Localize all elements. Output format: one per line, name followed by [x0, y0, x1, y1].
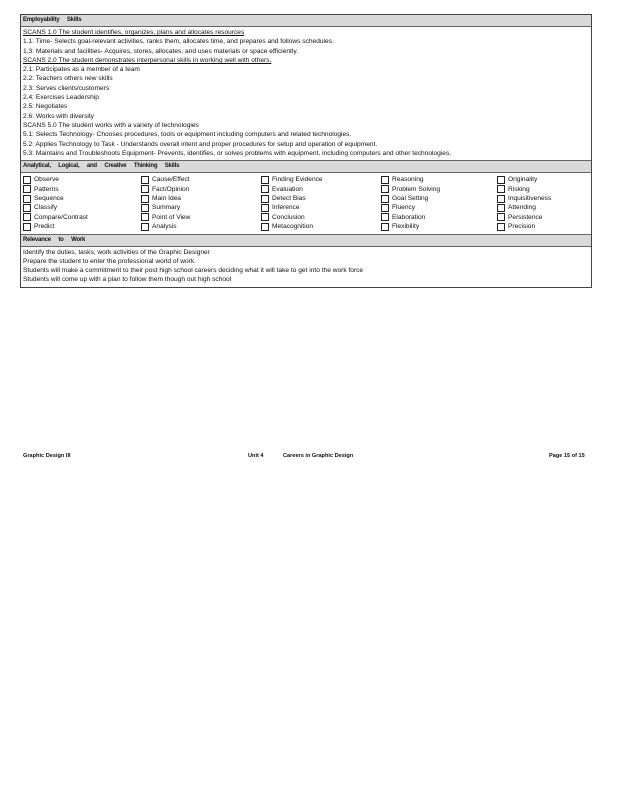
relevance-line: Identify the duties, tasks, work activities of the Graphic Designer — [23, 248, 210, 256]
thinking-skills-header: Analytical, Logical, and Creative Thinking Skills — [21, 160, 591, 173]
thinking-skill-label: Observe — [34, 176, 59, 184]
thinking-skill-label: Detect Bias — [272, 194, 306, 202]
checkbox[interactable] — [261, 195, 269, 203]
thinking-skill-item — [261, 194, 381, 203]
thinking-skill-item — [381, 194, 497, 203]
thinking-skills-column — [261, 175, 381, 231]
thinking-skill-item — [23, 175, 141, 184]
checkbox[interactable] — [261, 213, 269, 221]
thinking-skills-column — [381, 175, 497, 231]
checkbox[interactable] — [141, 213, 149, 221]
relevance-line: Students will come up with a plan to follow them though out high school — [23, 276, 232, 284]
thinking-skill-label: Conclusion — [272, 213, 305, 221]
employability-skill-line: 2.3: Serves clients/customers — [23, 84, 110, 92]
thinking-skill-label: Main Idea — [152, 194, 181, 202]
employability-skill-line: 5.3: Maintains and Troubleshoots Equipment- Prevents, identifies, or solves problems with equipment, including computers and other technologies. — [23, 149, 452, 157]
checkbox[interactable] — [23, 204, 31, 212]
checkbox[interactable] — [381, 176, 389, 184]
employability-skill-line: 5.2: Applies Technology to Task - Understands overall intent and proper procedures for setup and operation of equipment. — [23, 140, 378, 148]
footer-course: Graphic Design III — [23, 453, 71, 459]
thinking-skill-item — [497, 222, 591, 231]
thinking-skill-label: Cause/Effect — [152, 176, 190, 184]
thinking-skill-item — [497, 213, 591, 222]
thinking-skill-item — [141, 213, 261, 222]
thinking-skill-label: Originality — [508, 176, 538, 184]
footer-unit-title: Careers in Graphic Design — [283, 453, 354, 459]
relevance-line: Prepare the student to enter the professional world of work. — [23, 257, 196, 265]
footer-page-number: Page 15 of 15 — [549, 453, 585, 459]
thinking-skill-item — [381, 203, 497, 212]
thinking-skill-label: Predict — [34, 223, 55, 231]
checkbox[interactable] — [381, 223, 389, 231]
thinking-skill-item — [141, 175, 261, 184]
thinking-skill-label: Reasoning — [392, 176, 424, 184]
employability-skill-line: SCANS 2.0 The student demonstrates interpersonal skills in working well with others. — [23, 56, 272, 64]
thinking-skill-item — [23, 194, 141, 203]
thinking-skill-label: Persistence — [508, 213, 543, 221]
thinking-skill-label: Sequence — [34, 194, 64, 202]
thinking-skills-column — [141, 175, 261, 231]
thinking-skill-item — [381, 175, 497, 184]
relevance-line: Students will make a commitment to their post high school careers deciding what it will take to get into the work force — [23, 267, 364, 275]
thinking-skills-checklist — [21, 173, 591, 233]
checkbox[interactable] — [23, 195, 31, 203]
checkbox[interactable] — [141, 176, 149, 184]
thinking-skill-item — [261, 222, 381, 231]
employability-skill-line: 1.3: Materials and facilities- Acquires, stores, allocates, and uses materials or space efficiently. — [23, 47, 298, 55]
thinking-skill-label: Fluency — [392, 204, 416, 212]
thinking-skill-item — [141, 185, 261, 194]
thinking-skill-label: Summary — [152, 204, 181, 212]
thinking-skill-label: Point of View — [152, 213, 191, 221]
thinking-skill-label: Inference — [272, 204, 300, 212]
checkbox[interactable] — [497, 185, 505, 193]
thinking-skill-label: Goal Setting — [392, 194, 429, 202]
checkbox[interactable] — [261, 223, 269, 231]
employability-skill-line: 2.5: Negotiates — [23, 103, 68, 111]
thinking-skill-item — [381, 185, 497, 194]
employability-skill-line: SCANS 1.0 The student identifies, organizes, plans and allocates resources — [23, 29, 245, 36]
thinking-skill-label: Evaluation — [272, 185, 303, 193]
checkbox[interactable] — [381, 204, 389, 212]
lesson-plan-table — [20, 14, 592, 288]
thinking-skill-label: Finding Evidence — [272, 176, 323, 184]
checkbox[interactable] — [261, 204, 269, 212]
thinking-skill-label: Inquisitiveness — [508, 194, 552, 202]
employability-skill-line: 2.1: Participates as a member of a team — [23, 66, 140, 74]
relevance-to-work-header: Relevance to Work — [21, 234, 591, 247]
checkbox[interactable] — [381, 185, 389, 193]
thinking-skill-item — [141, 194, 261, 203]
checkbox[interactable] — [497, 195, 505, 203]
employability-skill-line: SCANS 5.0 The student works with a variety of technologies — [23, 121, 199, 129]
thinking-skill-item — [261, 213, 381, 222]
thinking-skill-item — [141, 222, 261, 231]
thinking-skill-item — [261, 203, 381, 212]
checkbox[interactable] — [497, 204, 505, 212]
checkbox[interactable] — [23, 213, 31, 221]
thinking-skill-label: Compare/Contrast — [34, 213, 88, 221]
thinking-skill-item — [23, 213, 141, 222]
checkbox[interactable] — [141, 204, 149, 212]
employability-skill-line: 5.1: Selects Technology- Chooses procedures, tools or equipment including computers and related technologies. — [23, 131, 352, 139]
checkbox[interactable] — [497, 213, 505, 221]
thinking-skill-item — [141, 203, 261, 212]
employability-skill-line: 1.1: Time- Selects goal-relevant activities, ranks them, allocates time, and prepares and follows schedules. — [23, 38, 334, 46]
thinking-skill-label: Metacognition — [272, 223, 314, 231]
thinking-skill-label: Flexibility — [392, 223, 420, 231]
thinking-skills-column — [497, 175, 591, 231]
thinking-skill-item — [261, 175, 381, 184]
relevance-to-work-list — [21, 247, 591, 287]
checkbox[interactable] — [381, 195, 389, 203]
thinking-skill-item — [381, 213, 497, 222]
employability-skills-header: Employability Skills — [21, 15, 591, 27]
thinking-skill-label: Risking — [508, 185, 530, 193]
thinking-skill-item — [23, 222, 141, 231]
checkbox[interactable] — [497, 223, 505, 231]
thinking-skill-label: Fact/Opinion — [152, 185, 190, 193]
thinking-skill-label: Classify — [34, 204, 58, 212]
checkbox[interactable] — [381, 213, 389, 221]
thinking-skill-item — [497, 194, 591, 203]
employability-skill-line: 2.6: Works with diversity — [23, 112, 94, 120]
thinking-skill-label: Problem Solving — [392, 185, 441, 193]
thinking-skill-item — [497, 203, 591, 212]
checkbox[interactable] — [141, 185, 149, 193]
thinking-skill-item — [23, 203, 141, 212]
employability-skills-list — [21, 27, 591, 160]
checkbox[interactable] — [141, 195, 149, 203]
thinking-skill-label: Elaboration — [392, 213, 426, 221]
thinking-skill-item — [23, 185, 141, 194]
checkbox[interactable] — [141, 223, 149, 231]
thinking-skill-item — [381, 222, 497, 231]
checkbox[interactable] — [23, 185, 31, 193]
employability-skill-line: 2.4: Exercises Leadership — [23, 94, 99, 102]
thinking-skill-item — [497, 175, 591, 184]
thinking-skill-label: Attending — [508, 204, 536, 212]
checkbox[interactable] — [497, 176, 505, 184]
checkbox[interactable] — [23, 176, 31, 184]
thinking-skill-item — [497, 185, 591, 194]
thinking-skill-label: Precision — [508, 223, 536, 231]
checkbox[interactable] — [23, 223, 31, 231]
checkbox[interactable] — [261, 185, 269, 193]
footer-unit: Unit 4 — [248, 453, 264, 459]
thinking-skill-label: Patterns — [34, 185, 59, 193]
thinking-skills-column — [23, 175, 141, 231]
thinking-skill-label: Analysis — [152, 223, 177, 231]
thinking-skill-item — [261, 185, 381, 194]
employability-skill-line: 2.2: Teachers others new skills — [23, 75, 113, 83]
checkbox[interactable] — [261, 176, 269, 184]
